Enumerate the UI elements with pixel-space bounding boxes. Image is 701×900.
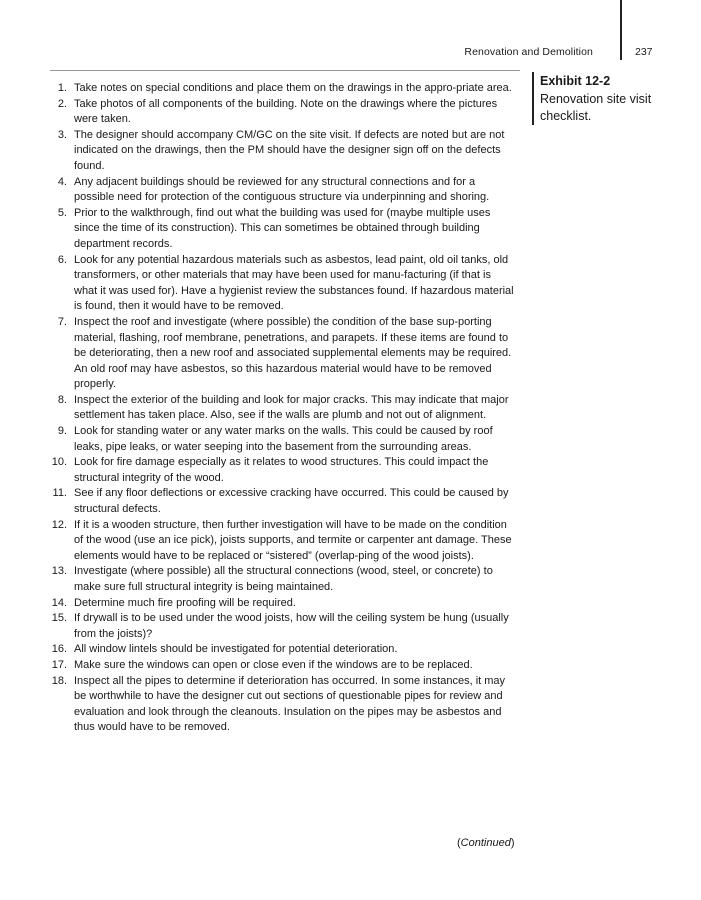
item-number: 16. — [51, 643, 67, 656]
checklist-item — [50, 128, 514, 175]
item-number: 6. — [57, 253, 67, 266]
item-text: Look for standing water or any water marks on the walls. This could be caused by roof leaks, pipe leaks, or water seeping into the basement from the surrounding areas. — [74, 425, 493, 453]
item-number: 18. — [51, 674, 67, 687]
item-text: Inspect the exterior of the building and look for major cracks. This may indicate that major settlement has taken place. Also, see if the walls are plumb and not out of alignment. — [74, 393, 509, 422]
checklist-item — [50, 596, 514, 612]
running-head: Renovation and Demolition — [464, 46, 593, 58]
item-text: Inspect the roof and investigate (where possible) the condition of the base sup-porting material, flashing, roof membrane, penetrations, and parapets. If these items are found to be deteriorating, then a new roof and associated supplemental elements may be required. An old roof may have asbestos, so this hazardous material would have to be removed properly. — [74, 315, 512, 391]
item-number: 7. — [57, 315, 67, 328]
checklist-item — [50, 315, 514, 393]
item-number: 15. — [51, 612, 67, 625]
exhibit-caption: Renovation site visit checklist. — [540, 92, 652, 123]
checklist-item — [50, 206, 514, 253]
item-number: 8. — [57, 393, 67, 406]
checklist-item — [50, 611, 514, 642]
item-text: The designer should accompany CM/GC on the site visit. If defects are noted but are not indicated on the drawings, then the PM should have the designer sign off on the defects found. — [74, 128, 505, 172]
item-number: 9. — [57, 425, 67, 438]
item-number: 2. — [57, 97, 67, 110]
item-text: Inspect all the pipes to determine if deterioration has occurred. In some instances, it may be worthwhile to have the designer cut out sections of questionable pipes for review and evaluation and look through the cleanouts. Insulation on the pipes may be asbestos and thus would have to be removed. — [74, 674, 506, 734]
item-text: Any adjacent buildings should be reviewed for any structural connections and for a possible need for protection of the contiguous structure via underpinning and shoring. — [74, 175, 490, 204]
checklist-item — [50, 253, 514, 315]
item-number: 14. — [51, 596, 67, 609]
continued-text: Continued — [460, 837, 511, 849]
checklist-item — [50, 81, 514, 97]
checklist-item — [50, 393, 514, 424]
item-text: Prior to the walkthrough, find out what the building was used for (maybe multiple uses since the time of its construction). This can sometimes be obtained through building department records. — [74, 206, 491, 250]
item-text: Look for fire damage especially as it relates to wood structures. This could impact the structural integrity of the wood. — [74, 456, 489, 484]
item-text: Determine much fire proofing will be required. — [74, 596, 296, 609]
checklist-item — [50, 486, 514, 517]
item-number: 4. — [57, 175, 67, 188]
item-text: If drywall is to be used under the wood joists, how will the ceiling system be hung (usually from the joists)? — [74, 612, 509, 640]
checklist-item — [50, 658, 514, 674]
exhibit-sidebar — [532, 72, 690, 125]
item-text: See if any floor deflections or excessive cracking have occurred. This could be caused by structural defects. — [74, 487, 509, 516]
checklist-item — [50, 674, 514, 736]
item-text: Take photos of all components of the building. Note on the drawings where the pictures were taken. — [74, 97, 498, 126]
item-number: 12. — [51, 518, 67, 531]
item-number: 13. — [51, 565, 67, 578]
item-text: All window lintels should be investigated for potential deterioration. — [74, 643, 398, 656]
checklist-item — [50, 175, 514, 206]
exhibit-label: Exhibit 12-2 — [540, 74, 611, 88]
item-number: 17. — [51, 658, 67, 671]
close-paren: ) — [510, 837, 515, 849]
item-text: Investigate (where possible) all the structural connections (wood, steel, or concrete) to make sure full structural integrity is being maintained. — [74, 565, 493, 593]
open-paren: ( — [457, 837, 461, 849]
item-number: 10. — [51, 456, 67, 469]
item-text: Make sure the windows can open or close even if the windows are to be replaced. — [74, 658, 473, 671]
checklist-item — [50, 518, 514, 565]
continued-note — [457, 837, 515, 849]
checklist-item — [50, 424, 514, 455]
item-text: Look for any potential hazardous materials such as asbestos, lead paint, old oil tanks, old transformers, or other materials that may have been used for manu-facturing (if that is what it was used for). Have a hygienist review the substances found. If hazardous material is found, then it would have to be removed. — [74, 253, 514, 313]
checklist-item — [50, 97, 514, 128]
item-text: Take notes on special conditions and place them on the drawings in the appro-priate area. — [74, 82, 512, 94]
checklist-item — [50, 564, 514, 595]
item-number: 1. — [57, 82, 67, 94]
header-vertical-rule — [620, 0, 622, 60]
item-number: 3. — [57, 128, 67, 141]
item-number: 5. — [57, 206, 67, 219]
checklist-item — [50, 455, 514, 486]
item-text: If it is a wooden structure, then further investigation will have to be made on the condition of the wood (use an ice pick), joists supports, and termite or carpenter ant damage. These elements would have to be replaced or “sistered” (overlap-ping of the wood joists). — [74, 518, 512, 562]
top-divider — [50, 70, 520, 71]
page-number: 237 — [635, 46, 653, 58]
item-number: 11. — [52, 487, 67, 500]
checklist-item — [50, 642, 514, 658]
checklist — [50, 81, 514, 736]
